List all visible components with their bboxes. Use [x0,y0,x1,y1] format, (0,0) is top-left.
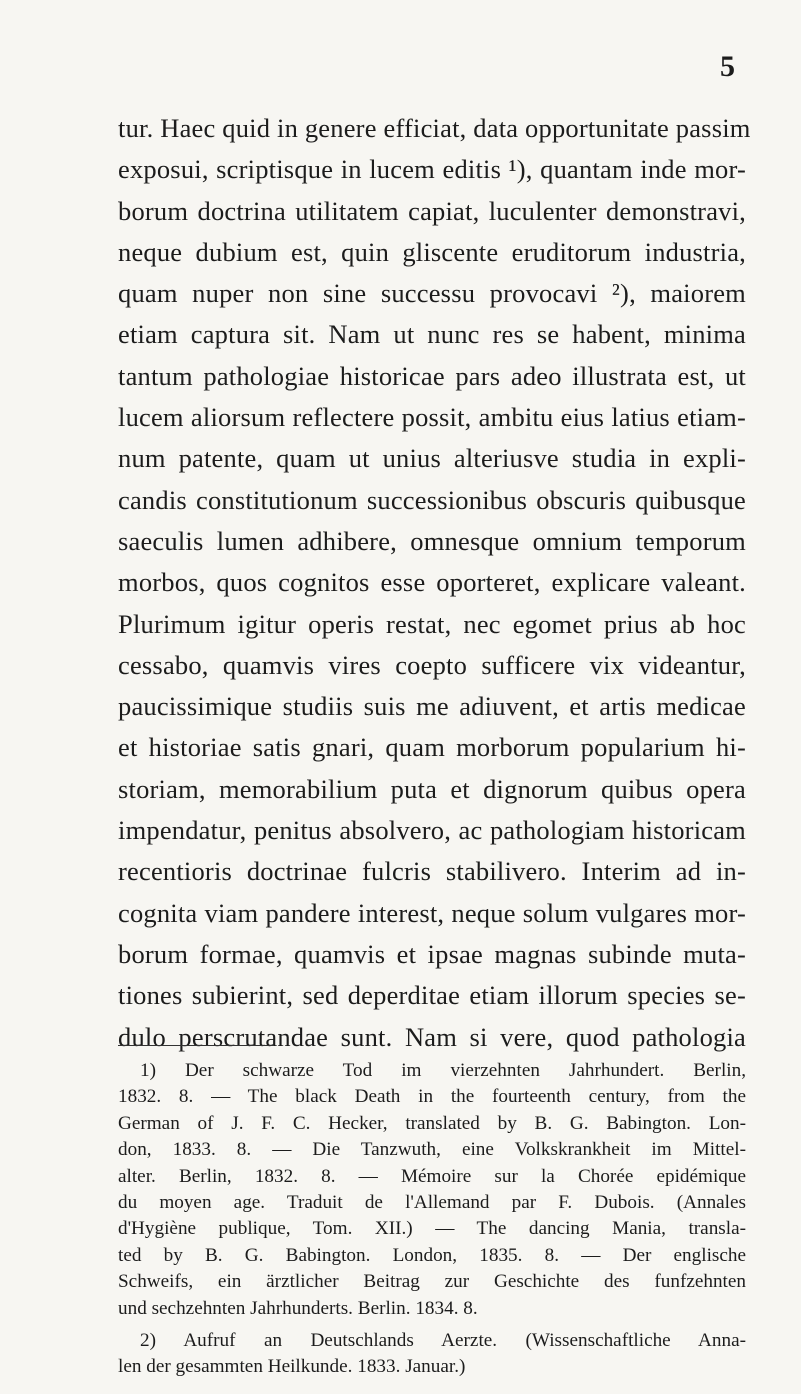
text-line: cognita viam pandere interest, neque solum vulgares mor- [118,897,746,928]
footnote-line: German of J. F. C. Hecker, translated by B. G. Babington. Lon- [118,1112,746,1134]
footnote-line: len der gesammten Heilkunde. 1833. Januar.) [118,1356,466,1378]
text-line: dulo perscrutandae sunt. Nam si vere, quod pathologia [118,1021,746,1052]
text-line: cessabo, quamvis vires coepto sufficere vix videantur, [118,649,746,680]
text-line: num patente, quam ut unius alteriusve studia in expli- [118,443,746,474]
footnote-line: 2) Aufruf an Deutschlands Aerzte. (Wissenschaftliche Anna- [140,1329,746,1351]
footnotes [118,1058,746,1381]
text-line: borum doctrina utilitatem capiat, luculenter demonstravi, [118,195,746,226]
footnote-2 [118,1328,746,1381]
footnote-1 [118,1058,746,1322]
footnote-divider [118,1045,274,1046]
footnote-line: d'Hygiène publique, Tom. XII.) — The dancing Mania, transla- [118,1218,746,1240]
text-line: tantum pathologiae historicae pars adeo illustrata est, ut [118,360,746,391]
text-line: et historiae satis gnari, quam morborum popularium hi- [118,732,746,763]
text-line: quam nuper non sine successu provocavi ²), maiorem [118,278,746,309]
text-line: recentioris doctrinae fulcris stabilivero. Interim ad in- [118,856,746,887]
footnote-line: und sechzehnten Jahrhunderts. Berlin. 1834. 8. [118,1297,478,1319]
footnote-line: ted by B. G. Babington. London, 1835. 8. — Der englische [118,1244,746,1266]
text-line: neque dubium est, quin gliscente eruditorum industria, [118,236,746,267]
text-line: etiam captura sit. Nam ut nunc res se habent, minima [118,319,746,350]
text-line: lucem aliorsum reflectere possit, ambitu eius latius etiam- [118,402,746,433]
footnote-line: 1) Der schwarze Tod im vierzehnten Jahrhundert. Berlin, [140,1060,746,1081]
footnote-line: Schweifs, ein ärztlicher Beitrag zur Geschichte des funfzehnten [118,1271,746,1293]
text-line: candis constitutionum successionibus obscuris quibusque [118,484,746,515]
footnote-line: alter. Berlin, 1832. 8. — Mémoire sur la Chorée epidémique [118,1165,746,1187]
text-line: saeculis lumen adhibere, omnesque omnium temporum [118,525,746,556]
footnote-line: du moyen age. Traduit de l'Allemand par F. Dubois. (Annales [118,1191,746,1213]
text-line: impendatur, penitus absolvero, ac pathologiam historicam [118,815,746,846]
text-line: borum formae, quamvis et ipsae magnas subinde muta- [118,938,746,969]
text-line: exposui, scriptisque in lucem editis ¹), quantam inde mor- [118,154,746,185]
text-line: storiam, memorabilium puta et dignorum quibus opera [118,773,746,804]
text-line: morbos, quos cognitos esse oporteret, explicare valeant. [118,567,746,598]
footnote-line: don, 1833. 8. — Die Tanzwuth, eine Volkskrankheit im Mittel- [118,1139,746,1161]
page-number: 5 [720,50,735,83]
text-line: Plurimum igitur operis restat, nec egomet prius ab hoc [118,608,746,639]
footnote-line: 1832. 8. — The black Death in the fourteenth century, from the [118,1086,746,1108]
text-line: tiones subierint, sed deperditae etiam illorum species se- [118,980,746,1011]
text-line: paucissimique studiis suis me adiuvent, et artis medicae [118,691,746,722]
text-line: tur. Haec quid in genere efficiat, data opportunitate passim [118,113,751,143]
main-text [118,108,751,1058]
